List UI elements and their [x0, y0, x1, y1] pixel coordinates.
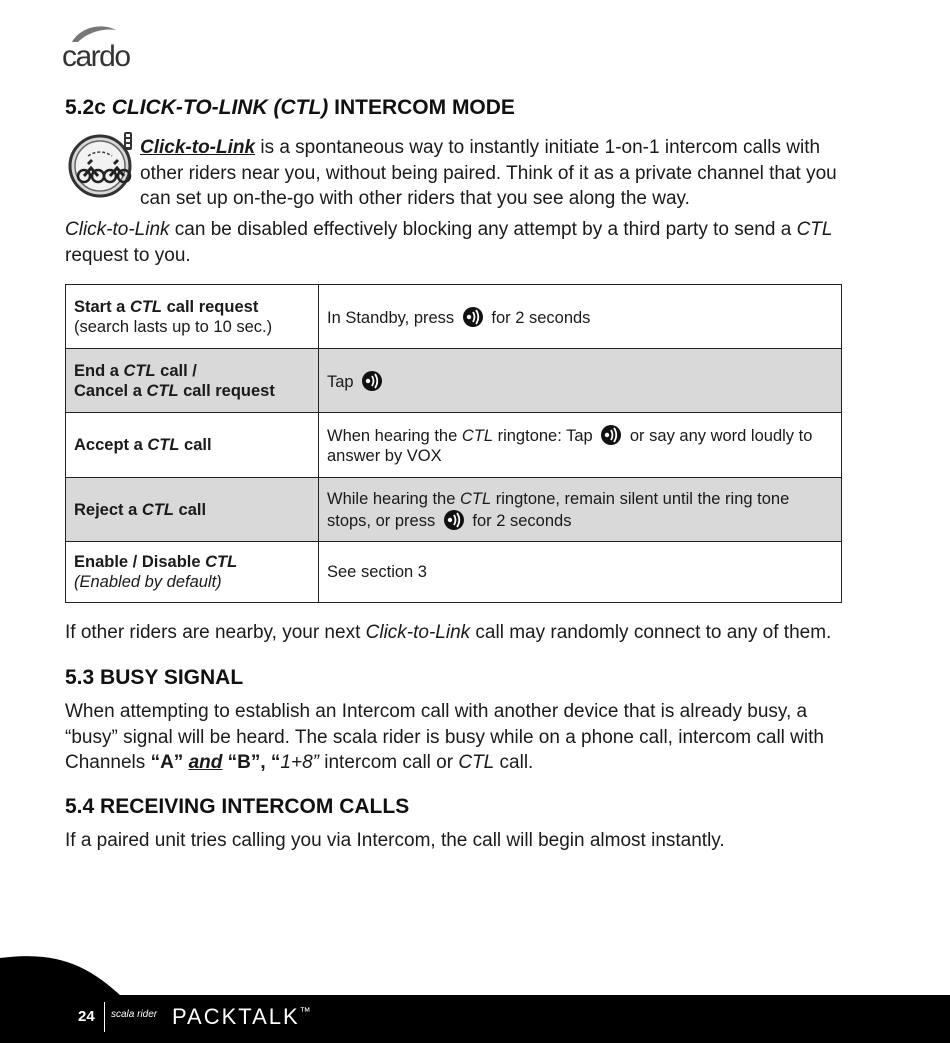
- cardo-logo: [62, 24, 138, 74]
- table-cell-action: Enable / Disable CTL (Enabled by default): [66, 542, 319, 603]
- intercom-button-icon: [361, 370, 383, 392]
- table-row: [66, 413, 842, 478]
- intercom-button-icon: [462, 306, 484, 328]
- table-cell-action: End a CTL call / Cancel a CTL call request: [66, 349, 319, 413]
- intercom-button-icon: [443, 509, 465, 531]
- click-to-link-icon: [64, 126, 138, 198]
- ctl-disable-paragraph: Click-to-Link can be disabled effectively blocking any attempt by a third party to send a CTL request to you.: [65, 219, 833, 266]
- nearby-riders-note: If other riders are nearby, your next Click-to-Link call may randomly connect to any of them.: [65, 622, 832, 643]
- busy-signal-paragraph: When attempting to establish an Intercom call with another device that is already busy, a “busy” signal will be heard. The scala rider is busy while on a phone call, intercom call with Channels “A” and “B”, “1+8” intercom call or CTL call.: [65, 701, 824, 773]
- ctl-actions-table: [65, 284, 842, 603]
- table-cell-description: When hearing the CTL ringtone: Tap or say any word loudly to answer by VOX: [319, 413, 842, 478]
- intercom-button-icon: [600, 424, 622, 446]
- page-number: 24: [78, 1008, 95, 1025]
- ctl-intro-paragraph: Click-to-Link is a spontaneous way to instantly initiate 1-on-1 intercom calls with other riders near you, without being paired. Think of it as a private channel that you can set up on-the-go with other riders that you see along the way.: [140, 137, 837, 209]
- table-cell-action: Reject a CTL call: [66, 478, 319, 542]
- table-row: [66, 285, 842, 349]
- table-row: [66, 542, 842, 603]
- receiving-calls-paragraph: If a paired unit tries calling you via Intercom, the call will begin almost instantly.: [65, 830, 725, 851]
- footer-wave-shape: [0, 950, 950, 1000]
- table-cell-description: See section 3: [319, 542, 842, 603]
- section-heading-5-2c: 5.2c CLICK-TO-LINK (CTL) INTERCOM MODE: [65, 96, 515, 119]
- table-cell-description: Tap: [319, 349, 842, 413]
- section-heading-5-4: 5.4 RECEIVING INTERCOM CALLS: [65, 795, 410, 818]
- table-cell-action: Start a CTL call request (search lasts up to 10 sec.): [66, 285, 319, 349]
- table-cell-action: Accept a CTL call: [66, 413, 319, 478]
- table-cell-description: While hearing the CTL ringtone, remain silent until the ring tone stops, or press for 2 seconds: [319, 478, 842, 542]
- footer-brand-small: scala rider: [111, 1009, 158, 1020]
- footer-divider: [104, 1002, 105, 1032]
- logo-wordmark: cardo: [62, 40, 130, 73]
- section-heading-5-3: 5.3 BUSY SIGNAL: [65, 666, 244, 689]
- footer-brand-packtalk: PACKTALK™: [172, 1004, 311, 1029]
- table-row: [66, 349, 842, 413]
- table-row: [66, 478, 842, 542]
- table-cell-description: In Standby, press for 2 seconds: [319, 285, 842, 349]
